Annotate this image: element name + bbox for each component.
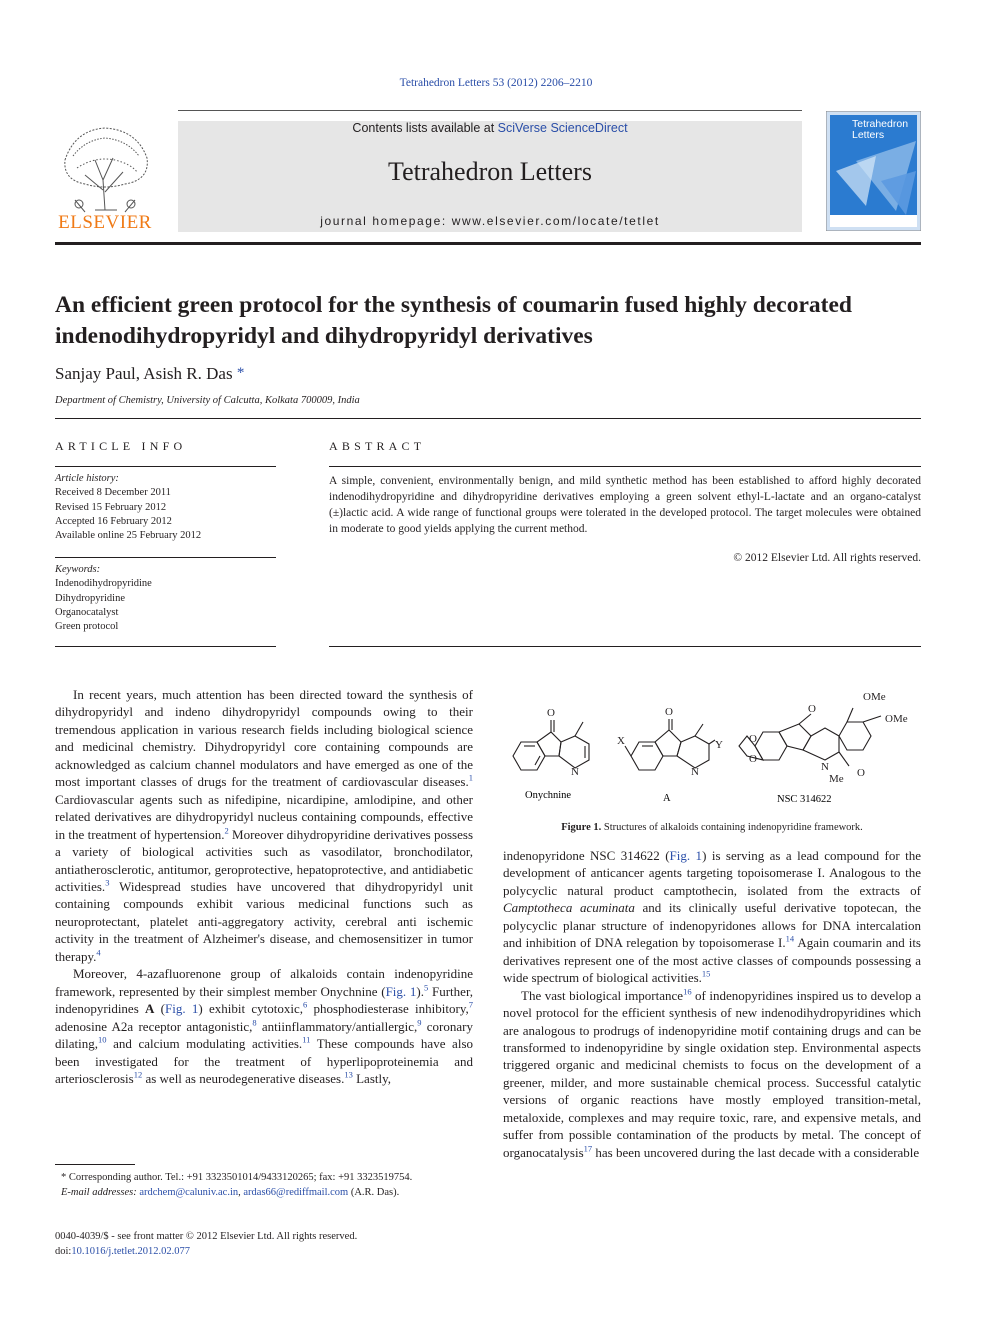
corresponding-author-mark[interactable]: * — [236, 365, 245, 381]
ref-link[interactable]: 4 — [96, 947, 101, 958]
text-run: coronary dilating, — [55, 1018, 473, 1052]
journal-cover-image[interactable] — [826, 111, 921, 231]
text-run: Again coumarin and its derivatives represent one of the most active classes of compounds possessing a wide spectrum of biological activities. — [503, 935, 921, 986]
atom-label: Y — [715, 739, 723, 751]
journal-homepage-link[interactable]: journal homepage: www.elsevier.com/locate/tetlet — [320, 214, 660, 228]
ref-link[interactable]: 9 — [417, 1017, 422, 1028]
text-run: indenopyridone NSC 314622 ( — [503, 848, 670, 863]
header-top-rule — [178, 110, 802, 111]
article-title — [55, 290, 935, 352]
article-info-heading: ARTICLE INFO — [55, 439, 187, 453]
corresponding-footnote: * Corresponding author. Tel.: +91 3323501014/9433120265; fax: +91 3323519754. — [61, 1172, 413, 1183]
ref-link[interactable]: 16 — [683, 986, 692, 997]
keyword-item: Indenodihydropyridine — [55, 578, 152, 590]
cover-title-line2: Letters — [852, 129, 885, 141]
article-info-bottom-rule — [55, 646, 276, 647]
journal-header — [178, 121, 802, 232]
footnote-rule — [55, 1164, 135, 1165]
text-run: has been uncovered during the last decade with a considerable — [592, 1144, 920, 1160]
figure-caption — [503, 822, 921, 833]
abstract-copyright: © 2012 Elsevier Ltd. All rights reserved. — [733, 552, 921, 564]
keyword-item: Dihydropyridine — [55, 592, 125, 604]
journal-reference[interactable]: Tetrahedron Letters 53 (2012) 2206–2210 — [399, 77, 593, 89]
text-run: phosphodiesterase inhibitory, — [307, 1001, 469, 1017]
history-online: Available online 25 February 2012 — [55, 530, 202, 542]
body-paragraph — [55, 965, 473, 1087]
atom-label: O — [547, 707, 555, 719]
abstract-rule — [329, 466, 921, 467]
abstract-heading: ABSTRACT — [329, 439, 426, 453]
body-paragraph — [503, 847, 921, 987]
ref-link[interactable]: 17 — [583, 1143, 593, 1154]
keywords-section — [55, 563, 276, 634]
email-link[interactable]: ardchem@caluniv.ac.in — [139, 1187, 239, 1198]
ref-link[interactable]: 14 — [785, 933, 795, 944]
email-separator: , — [238, 1187, 244, 1198]
ref-link[interactable]: 2 — [224, 825, 229, 836]
figure-link[interactable]: Fig. 1 — [669, 848, 703, 863]
authors-text: Sanjay Paul, Asish R. Das — [55, 364, 233, 383]
title-divider — [55, 418, 921, 419]
contents-line — [178, 121, 802, 135]
structure-label-onychnine: Onychnine — [525, 790, 572, 801]
atom-label: O — [808, 703, 816, 715]
text-run: adenosine A2a receptor antagonistic, — [55, 1018, 253, 1034]
text-run: as well as neurodegenerative diseases. — [142, 1070, 345, 1086]
keyword-item: Organocatalyst — [55, 606, 119, 618]
atom-label: N — [571, 766, 579, 778]
ref-link[interactable]: 1 — [468, 772, 473, 783]
atom-label: N — [691, 766, 699, 778]
caption-text: Structures of alkaloids containing indenopyridine framework. — [603, 822, 863, 833]
text-run: In recent years, much attention has been directed toward the synthesis of dihydropyridyl and indeno dihydropyridyl compounds owing to their tremendous application in various research fields including biological science and medicinal chemistry. Dihydropyridyl core containing compounds are acknowledged as calcium channel modulators and have emerged as one of the most important classes of drugs for the treatment of cardiovascular diseases. — [55, 687, 473, 790]
article-title-line2: indenodihydropyridyl and dihydropyridyl derivatives — [55, 323, 593, 349]
elsevier-wordmark: ELSEVIER — [58, 212, 152, 233]
journal-title: Tetrahedron Letters — [388, 157, 592, 186]
abstract-bottom-rule — [329, 646, 921, 647]
text-run: ) is serving as a lead compound for the development of anticancer agents targeting topoisomerase I. Analogous to the polycyclic natural product camptothecin, isolated from the extracts of — [503, 848, 921, 898]
abstract-text: A simple, convenient, environmentally benign, and mild synthetic method has been established to afford highly decorated indenodihydropyridine and dihydropyridine derivatives employing a green solvent ethyl-L-lactate and an organo-catalyst (±)lactic acid. A wide range of functional groups were tolerated in the developed protocol. The target molecules were obtained in moderate to good yields applying the current method. — [329, 475, 921, 535]
keywords-label: Keywords: — [55, 564, 101, 575]
atom-label: O — [665, 706, 673, 718]
structure-label-a: A — [663, 793, 671, 804]
text-run: of indenopyridines inspired us to develop a novel protocol for the efficient synthesis of new indenodihydropyridines which are analogous to prodrugs of indenopyridine motif containing drugs and can be transformed to indenopyridine by single oxidation step. Environmental aspects triggered organic and medicinal chemists to focus on the development of a greener, milder, and more sustainable chemical process. Successful catalytic versions of organic reactions have mostly employed transition-metal, metaloxide, complexes and may require toxic, rare, and expensive metals, and suffer from possible contamination of the products by metal. The concept of organocatalysis — [503, 987, 921, 1160]
compound-label: A — [145, 1001, 155, 1017]
keywords-rule — [55, 557, 276, 558]
atom-label: O — [857, 767, 865, 779]
ref-link[interactable]: 10 — [97, 1034, 107, 1045]
text-run: antiinflammatory/antiallergic, — [256, 1018, 418, 1034]
atom-label: N — [821, 761, 829, 773]
affiliation: Department of Chemistry, University of Calcutta, Kolkata 700009, India — [55, 395, 360, 406]
sciverse-link[interactable]: SciVerse ScienceDirect — [497, 121, 628, 135]
figure-1-structures — [503, 686, 921, 811]
header-bottom-rule — [55, 242, 921, 245]
text-run: These compounds have also been investigated for the treatment of hyperlipoproteinemia and arteriosclerosis — [55, 1036, 474, 1086]
text-run: ). — [416, 983, 424, 999]
doi-link[interactable]: 10.1016/j.tetlet.2012.02.077 — [71, 1245, 191, 1257]
ref-link[interactable]: 8 — [252, 1017, 257, 1028]
species-name: Camptotheca acuminata — [503, 900, 635, 916]
body-right-column — [503, 847, 921, 1161]
history-label: Article history: — [55, 473, 119, 484]
cover-title — [852, 119, 908, 141]
ref-link[interactable]: 15 — [701, 968, 711, 979]
doi-prefix: doi: — [55, 1245, 72, 1257]
doi-line — [55, 1245, 473, 1260]
text-run: Widespread studies have uncovered that dihydropyridyl unit containing compounds exhibit various medicinal functions such as neuroprotectant, platelet anti-aggregatory activity, cerebral anti ischemic activity in the treatment of Alzheimer's disease, and chemosensitizer in tumor therapy. — [55, 878, 473, 964]
text-run: ( — [154, 1001, 166, 1017]
atom-label: O — [749, 753, 757, 765]
article-history — [55, 472, 276, 543]
cover-title-line1: Tetrahedron — [852, 118, 909, 130]
text-run: Cardiovascular agents such as nifedipine, nicardipine, amlodipine, and other related derivatives are dihydropyridyl nucleus containing compounds, effective in the treatment of hypertension. — [55, 791, 473, 842]
text-run: and calcium modulating activities. — [106, 1036, 303, 1052]
atom-label: X — [617, 735, 625, 747]
article-info-rule — [55, 466, 276, 467]
article-title-line1: An efficient green protocol for the synthesis of coumarin fused highly decorated — [55, 292, 852, 318]
footnotes — [55, 1170, 473, 1200]
history-accepted: Accepted 16 February 2012 — [55, 515, 172, 527]
contents-prefix: Contents lists available at — [352, 121, 498, 135]
body-left-column — [55, 686, 473, 1087]
text-run: ) exhibit cytotoxic, — [198, 1001, 303, 1017]
text-run: The vast biological importance — [521, 987, 684, 1003]
text-run: Moreover dihydropyridine derivatives possess a variety of biological activities such as vasodilator, bronchodilator, antiatherosclerotic, antitumor, geroprotective, hepatoprotective, and antidiabetic activities. — [55, 826, 473, 894]
text-run: Moreover, 4-azafluorenone group of alkaloids contain indenopyridine framework, represented by their simplest member Onychnine ( — [55, 966, 473, 999]
figure-link[interactable]: Fig. 1 — [165, 1001, 199, 1017]
email-label: E-mail addresses: — [61, 1187, 140, 1198]
atom-label: OMe — [885, 713, 908, 725]
ref-link[interactable]: 11 — [302, 1034, 311, 1045]
keyword-item: Green protocol — [55, 621, 119, 633]
ref-link[interactable]: 13 — [344, 1069, 353, 1080]
history-received: Received 8 December 2011 — [55, 487, 171, 499]
structure-label-nsc: NSC 314622 — [777, 794, 832, 805]
body-paragraph — [55, 686, 473, 965]
ref-link[interactable]: 3 — [105, 877, 110, 888]
body-paragraph — [503, 987, 921, 1162]
front-matter — [55, 1230, 473, 1259]
text-run: Further, indenopyridines — [55, 983, 473, 1017]
history-revised: Revised 15 February 2012 — [55, 501, 167, 513]
ref-link[interactable]: 5 — [424, 982, 429, 993]
atom-label: O — [749, 733, 757, 745]
text-run: and its clinically useful derivative topotecan, the polycyclic planar structure of indenopyridones allows for DNA intercalation and inhibition of DNA relegation by topoisomerase I. — [503, 900, 921, 951]
ref-link[interactable]: 7 — [468, 999, 473, 1010]
issn-line: 0040-4039/$ - see front matter © 2012 Elsevier Ltd. All rights reserved. — [55, 1231, 358, 1242]
figure-link[interactable]: Fig. 1 — [385, 983, 417, 999]
author-list — [55, 364, 244, 384]
figure-1[interactable] — [503, 686, 921, 811]
ref-link[interactable]: 6 — [302, 999, 308, 1010]
email-suffix: (A.R. Das). — [348, 1187, 400, 1198]
text-run: Lastly, — [352, 1070, 392, 1086]
ref-link[interactable]: 12 — [133, 1069, 143, 1080]
caption-label: Figure 1. — [561, 822, 602, 833]
atom-label: OMe — [863, 691, 886, 703]
email-footnote — [55, 1185, 473, 1200]
email-link[interactable]: ardas66@rediffmail.com — [243, 1187, 349, 1198]
atom-label: Me — [829, 773, 844, 785]
